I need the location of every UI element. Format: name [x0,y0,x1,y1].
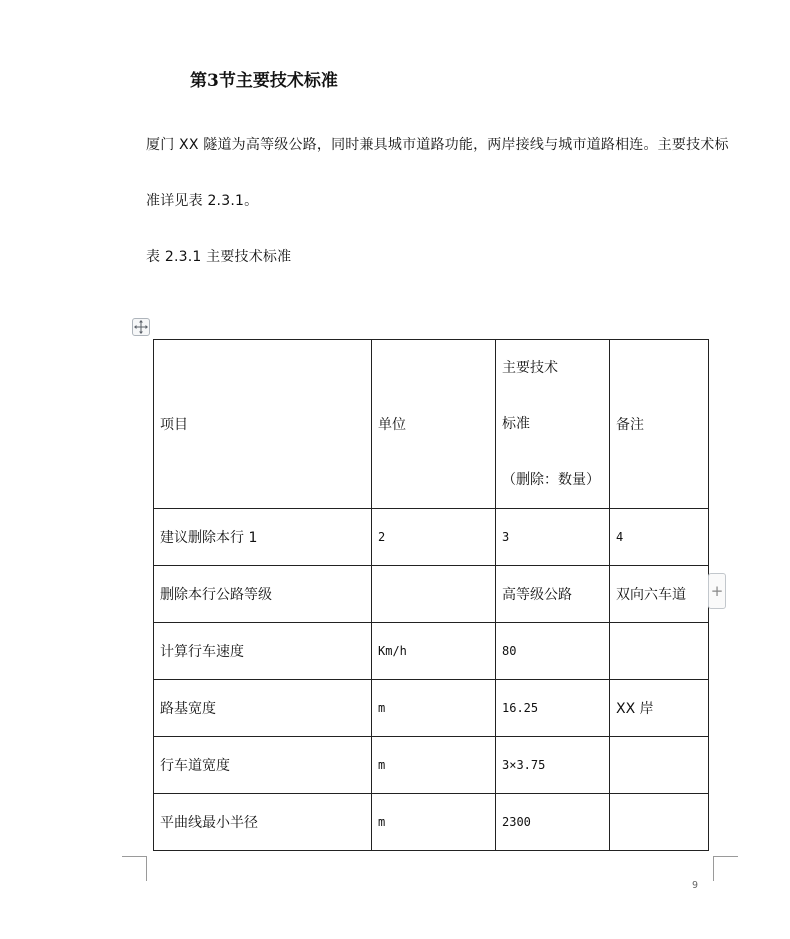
plus-icon: + [710,582,724,600]
table-cell[interactable]: 高等级公路 [496,566,610,623]
table-cell[interactable] [610,794,709,851]
table-cell[interactable]: 删除本行公路等级 [154,566,372,623]
table-row [154,794,709,851]
table-cell[interactable]: 16.25 [496,680,610,737]
table-cell[interactable]: 2 [372,509,496,566]
body-paragraph-line-1: 厦门 XX 隧道为高等级公路，同时兼具城市道路功能，两岸接线与城市道路相连。主要技术标 [146,137,729,153]
header-item[interactable]: 项目 [154,340,372,509]
table-cell[interactable]: 双向六车道 [610,566,709,623]
move-arrows-icon [133,319,149,335]
table-row [154,566,709,623]
table-cell[interactable]: 建议删除本行 1 [154,509,372,566]
table-cell[interactable] [610,737,709,794]
table-cell[interactable]: 3×3.75 [496,737,610,794]
table-cell[interactable]: 80 [496,623,610,680]
page-margin-corner-right [713,856,738,881]
table-cell[interactable]: m [372,737,496,794]
table-row [154,680,709,737]
table-cell[interactable] [372,566,496,623]
table-cell[interactable]: 4 [610,509,709,566]
header-standard-line-2: 标准 [502,416,530,432]
header-remark[interactable]: 备注 [610,340,709,509]
technical-standards-table [153,339,709,851]
table-cell[interactable]: m [372,680,496,737]
header-standard[interactable] [496,340,610,509]
table-cell[interactable]: 3 [496,509,610,566]
table-header-row [154,340,709,509]
table-cell[interactable]: XX 岸 [610,680,709,737]
header-standard-line-3: （删除：数量） [502,472,600,488]
table-cell[interactable]: 行车道宽度 [154,737,372,794]
section-heading: 第3节主要技术标准 [190,71,338,91]
header-standard-line-1: 主要技术 [502,360,558,376]
page-margin-corner-left [122,856,147,881]
table-row [154,509,709,566]
page-number: 9 [692,880,699,891]
table-row [154,737,709,794]
table-cell[interactable]: m [372,794,496,851]
table-cell[interactable]: 计算行车速度 [154,623,372,680]
header-unit[interactable]: 单位 [372,340,496,509]
table-row [154,623,709,680]
table-cell[interactable]: 2300 [496,794,610,851]
table-cell[interactable]: 平曲线最小半径 [154,794,372,851]
body-paragraph-line-2: 准详见表 2.3.1。 [146,193,259,209]
table-move-handle[interactable] [132,318,150,336]
table-cell[interactable]: Km/h [372,623,496,680]
table-cell[interactable] [610,623,709,680]
table-cell[interactable]: 路基宽度 [154,680,372,737]
table-caption: 表 2.3.1 主要技术标准 [146,249,292,265]
add-row-button[interactable] [708,573,726,609]
